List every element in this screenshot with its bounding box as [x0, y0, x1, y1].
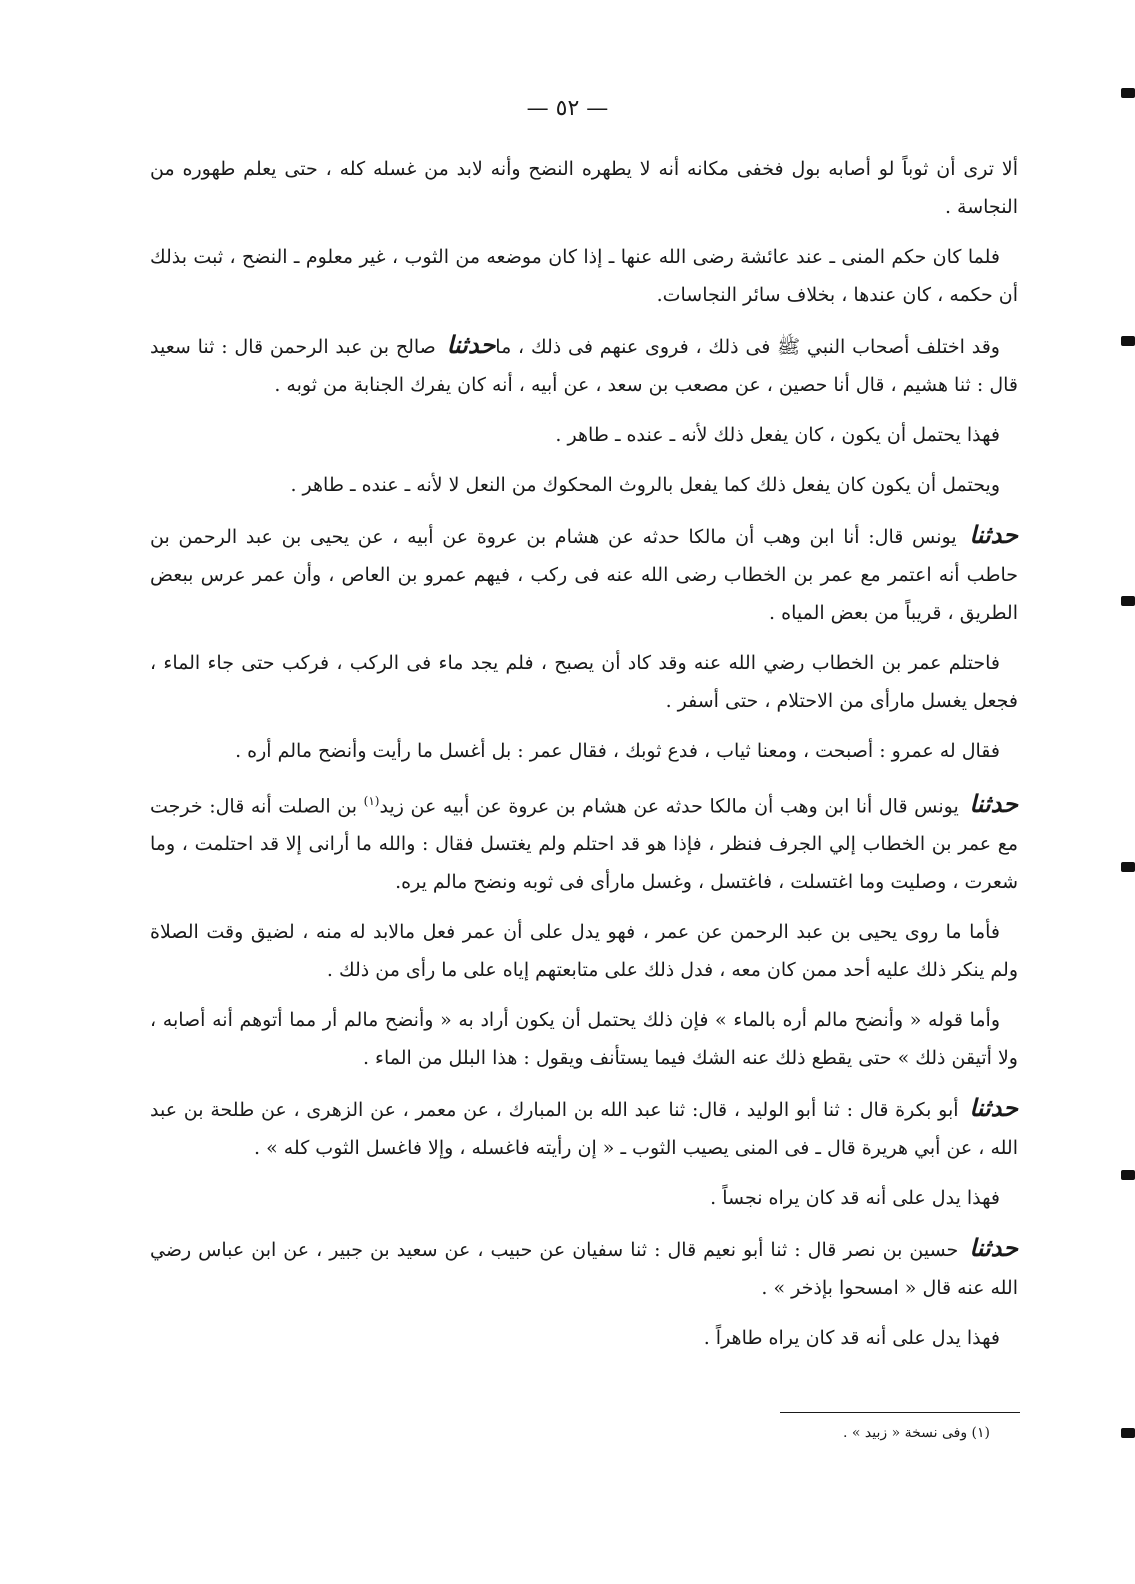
- paragraph-text: فاحتلم عمر بن الخطاب رضي الله عنه وقد كاد أن يصبح ، فلم يجد ماء فى الركب ، فركب حتى جاء الماء ، فجعل يغسل مارأى من الاحتلام ، حتى أسفر .: [150, 652, 1018, 712]
- paragraph: [150, 1179, 1018, 1217]
- paragraph: [150, 1319, 1018, 1357]
- binding-hole-mark: [1121, 1428, 1135, 1438]
- hadith-paragraph: [150, 782, 1018, 901]
- paragraph: [150, 326, 1018, 404]
- body-text: [150, 150, 1018, 1369]
- paragraph-text: بن الصلت أنه قال: خرجت مع عمر بن الخطاب إلي الجرف فنظر ، فإذا هو قد احتلم ولم يغتسل فقال : والله ما أرانى إلا قد احتلمت ، وما شعرت ، وصليت وما اغتسلت ، فاغتسل ، وغسل مارأى فى ثوبه ونضح مالم يره.: [150, 795, 1018, 894]
- binding-hole-mark: [1121, 596, 1135, 606]
- paragraph-text: فقال له عمرو : أصبحت ، ومعنا ثياب ، فدع ثوبك ، فقال عمر : بل أغسل ما رأيت وأنضح مالم أره .: [235, 740, 1000, 762]
- binding-hole-mark: [1121, 1170, 1135, 1180]
- haddathana-keyword: حدثنا: [969, 520, 1018, 549]
- haddathana-keyword: حدثنا: [446, 330, 496, 359]
- paragraph: [150, 416, 1018, 454]
- paragraph-text: فلما كان حكم المنى ـ عند عائشة رضى الله عنها ـ إذا كان موضعه من الثوب ، غير معلوم ـ النضح ، ثبت بذلك أن حكمه ، كان عندها ، بخلاف سائر النجاسات.: [150, 246, 1018, 306]
- paragraph-text: ويحتمل أن يكون كان يفعل ذلك كما يفعل بالروث المحكوك من النعل لا لأنه ـ عنده ـ طاهر .: [290, 474, 1000, 496]
- haddathana-keyword: حدثنا: [969, 1233, 1018, 1263]
- paragraph: [150, 150, 1018, 226]
- paragraph: [150, 732, 1018, 770]
- paragraph: [150, 644, 1018, 720]
- paragraph-text: ألا ترى أن ثوباً لو أصابه بول فخفى مكانه أنه لا يطهره النضح وأنه لابد من غسله كله ، حتى يعلم طهوره من النجاسة .: [150, 158, 1018, 218]
- paragraph-text: فأما ما روى يحيى بن عبد الرحمن عن عمر ، فهو يدل على أن عمر فعل مالابد له منه ، لضيق وقت الصلاة ولم ينكر ذلك عليه أحد ممن كان معه ، فدل ذلك على متابعتهم إياه على ما رأى من ذلك .: [150, 921, 1018, 982]
- paragraph-text: وقد اختلف أصحاب النبي ﷺ فى ذلك ، فروى عنهم فى ذلك ، ما: [495, 336, 1000, 358]
- haddathana-keyword: حدثنا: [969, 789, 1019, 819]
- footnote-reference: (١): [363, 794, 380, 808]
- paragraph: [150, 466, 1018, 504]
- hadith-paragraph: [150, 1229, 1018, 1307]
- binding-hole-mark: [1121, 88, 1135, 98]
- paragraph: [150, 238, 1018, 314]
- paragraph-text: أبو بكرة قال : ثنا أبو الوليد ، قال: ثنا عبد الله بن المبارك ، عن معمر ، عن الزهرى ، عن طلحة بن عبد الله ، عن أبي هريرة قال ـ فى المنى يصيب الثوب ـ « إن رأيته فاغسله ، وإلا فاغسل الثوب كله » .: [150, 1099, 1018, 1160]
- hadith-paragraph: [150, 516, 1018, 632]
- paragraph-text: صالح بن عبد الرحمن قال : ثنا سعيد قال : ثنا هشيم ، قال أنا حصين ، عن مصعب بن سعد ، عن أبيه ، أنه كان يفرك الجنابة من ثوبه .: [150, 336, 1018, 396]
- binding-hole-mark: [1121, 336, 1135, 346]
- paragraph-text: حسين بن نصر قال : ثنا أبو نعيم قال : ثنا سفيان عن حبيب ، عن سعيد بن جبير ، عن ابن عباس رضي الله عنه قال « امسحوا بإذخر » .: [150, 1239, 1018, 1300]
- hadith-paragraph: [150, 1089, 1018, 1167]
- paragraph-text: وأما قوله « وأنضح مالم أره بالماء » فإن ذلك يحتمل أن يكون أراد به « وأنضح مالم أر مما أتوهم أنه أصابه ، ولا أتيقن ذلك » حتى يقطع ذلك عنه الشك فيما يستأنف ويقول : هذا البلل من الماء .: [150, 1009, 1018, 1070]
- footnote: (١) وفى نسخة « زبيد » .: [842, 1425, 990, 1441]
- paragraph-text: يونس قال أنا ابن وهب أن مالكا حدثه عن هشام بن عروة عن أبيه عن زيد: [379, 795, 959, 818]
- paragraph: [150, 913, 1018, 989]
- footnote-divider: [780, 1412, 1020, 1413]
- paragraph-text: فهذا يدل على أنه قد كان يراه نجساً .: [710, 1187, 1000, 1210]
- paragraph-text: يونس قال: أنا ابن وهب أن مالكا حدثه عن هشام بن عروة عن أبيه ، عن يحيى بن عبد الرحمن بن حاطب أنه اعتمر مع عمر بن الخطاب رضى الله عنه فى ركب ، فيهم عمرو بن العاص ، وأن عمر عرس ببعض الطريق ، قريباً من بعض المياه .: [150, 526, 1018, 624]
- page-number: — ٥٢ —: [526, 96, 609, 121]
- paragraph-text: فهذا يحتمل أن يكون ، كان يفعل ذلك لأنه ـ عنده ـ طاهر .: [555, 424, 1000, 446]
- paragraph-text: فهذا يدل على أنه قد كان يراه طاهراً .: [703, 1327, 1000, 1350]
- haddathana-keyword: حدثنا: [969, 1093, 1018, 1123]
- binding-hole-mark: [1121, 862, 1135, 872]
- paragraph: [150, 1001, 1018, 1077]
